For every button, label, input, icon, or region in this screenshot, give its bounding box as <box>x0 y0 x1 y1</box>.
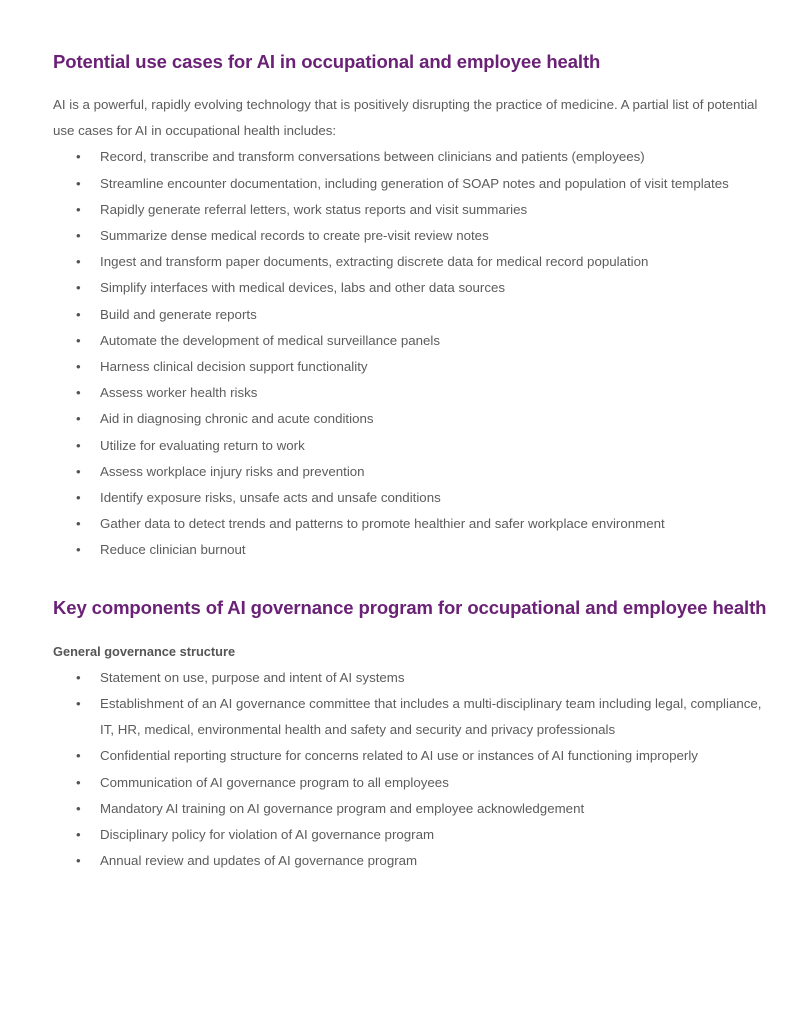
list-item <box>53 770 773 796</box>
bullet-icon: • <box>76 696 81 712</box>
bullet-icon: • <box>76 175 81 191</box>
bullet-icon: • <box>76 800 81 816</box>
list-item-text: Assess worker health risks <box>100 385 258 401</box>
list-item-text: Gather data to detect trends and patterns to promote healthier and safer workplace environment <box>100 516 665 532</box>
bullet-icon: • <box>76 149 81 165</box>
list-item-text: Automate the development of medical surveillance panels <box>100 332 441 348</box>
list-item-text: Annual review and updates of AI governance program <box>100 853 418 869</box>
list-item <box>53 433 773 459</box>
bullet-icon: • <box>76 490 81 506</box>
list-item-text: Ingest and transform paper documents, extracting discrete data for medical record population <box>100 254 649 270</box>
use-cases-intro: AI is a powerful, rapidly evolving technology that is positively disrupting the practice of medicine. A partial list of potential use cases for AI in occupational health includes: <box>53 97 758 139</box>
bullet-icon: • <box>76 748 81 764</box>
list-item-text: Statement on use, purpose and intent of AI systems <box>100 669 405 685</box>
list-item-text: Utilize for evaluating return to work <box>100 437 305 453</box>
list-item <box>53 665 773 691</box>
bullet-icon: • <box>76 228 81 244</box>
list-item <box>53 302 773 328</box>
bullet-icon: • <box>76 669 81 685</box>
list-item <box>53 848 773 874</box>
list-item <box>53 197 773 223</box>
list-item <box>53 354 773 380</box>
list-item-text: Disciplinary policy for violation of AI governance program <box>100 827 435 843</box>
bullet-icon: • <box>76 359 81 375</box>
list-item-text: Record, transcribe and transform conversations between clinicians and patients (employees) <box>100 149 645 165</box>
list-item-text: Summarize dense medical records to create pre-visit review notes <box>100 228 489 244</box>
list-item <box>53 380 773 406</box>
list-item <box>53 511 773 537</box>
bullet-icon: • <box>76 201 81 217</box>
governance-section <box>53 594 773 875</box>
bullet-icon: • <box>76 411 81 427</box>
bullet-icon: • <box>76 827 81 843</box>
list-item-text: Rapidly generate referral letters, work status reports and visit summaries <box>100 201 528 217</box>
list-item-text: Simplify interfaces with medical devices, labs and other data sources <box>100 280 506 296</box>
document-page <box>53 48 773 874</box>
bullet-icon: • <box>76 280 81 296</box>
list-item-text: Harness clinical decision support functionality <box>100 359 368 375</box>
list-item-text: Communication of AI governance program to all employees <box>100 774 449 790</box>
list-item-text: Build and generate reports <box>100 306 257 322</box>
list-item <box>53 691 773 743</box>
bullet-icon: • <box>76 853 81 869</box>
list-item <box>53 171 773 197</box>
list-item <box>53 743 773 769</box>
use-cases-heading: Potential use cases for AI in occupational and employee health <box>53 51 601 72</box>
list-item-text: Identify exposure risks, unsafe acts and unsafe conditions <box>100 490 441 506</box>
list-item <box>53 144 773 170</box>
bullet-icon: • <box>76 254 81 270</box>
list-item <box>53 275 773 301</box>
list-item <box>53 249 773 275</box>
bullet-icon: • <box>76 463 81 479</box>
list-item <box>53 406 773 432</box>
list-item-text: Establishment of an AI governance committee that includes a multi-disciplinary team including legal, compliance, IT, HR, medical, environmental health and safety and security and privacy professionals <box>100 696 762 738</box>
list-item-text: Mandatory AI training on AI governance program and employee acknowledgement <box>100 800 585 816</box>
list-item-text: Assess workplace injury risks and prevention <box>100 463 365 479</box>
list-item-text: Aid in diagnosing chronic and acute conditions <box>100 411 374 427</box>
list-item <box>53 537 773 563</box>
bullet-icon: • <box>76 332 81 348</box>
list-item <box>53 485 773 511</box>
list-item-text: Reduce clinician burnout <box>100 542 246 558</box>
bullet-icon: • <box>76 385 81 401</box>
governance-list <box>53 665 773 875</box>
list-item <box>53 796 773 822</box>
list-item <box>53 223 773 249</box>
bullet-icon: • <box>76 437 81 453</box>
bullet-icon: • <box>76 306 81 322</box>
bullet-icon: • <box>76 516 81 532</box>
use-cases-list <box>53 144 773 563</box>
list-item <box>53 459 773 485</box>
governance-heading: Key components of AI governance program for occupational and employee health <box>53 596 767 618</box>
use-cases-section <box>53 48 773 564</box>
list-item <box>53 328 773 354</box>
bullet-icon: • <box>76 774 81 790</box>
governance-subheading: General governance structure <box>53 643 236 659</box>
list-item-text: Streamline encounter documentation, including generation of SOAP notes and population of visit templates <box>100 175 729 191</box>
bullet-icon: • <box>76 542 81 558</box>
list-item <box>53 822 773 848</box>
list-item-text: Confidential reporting structure for concerns related to AI use or instances of AI functioning improperly <box>100 748 698 764</box>
